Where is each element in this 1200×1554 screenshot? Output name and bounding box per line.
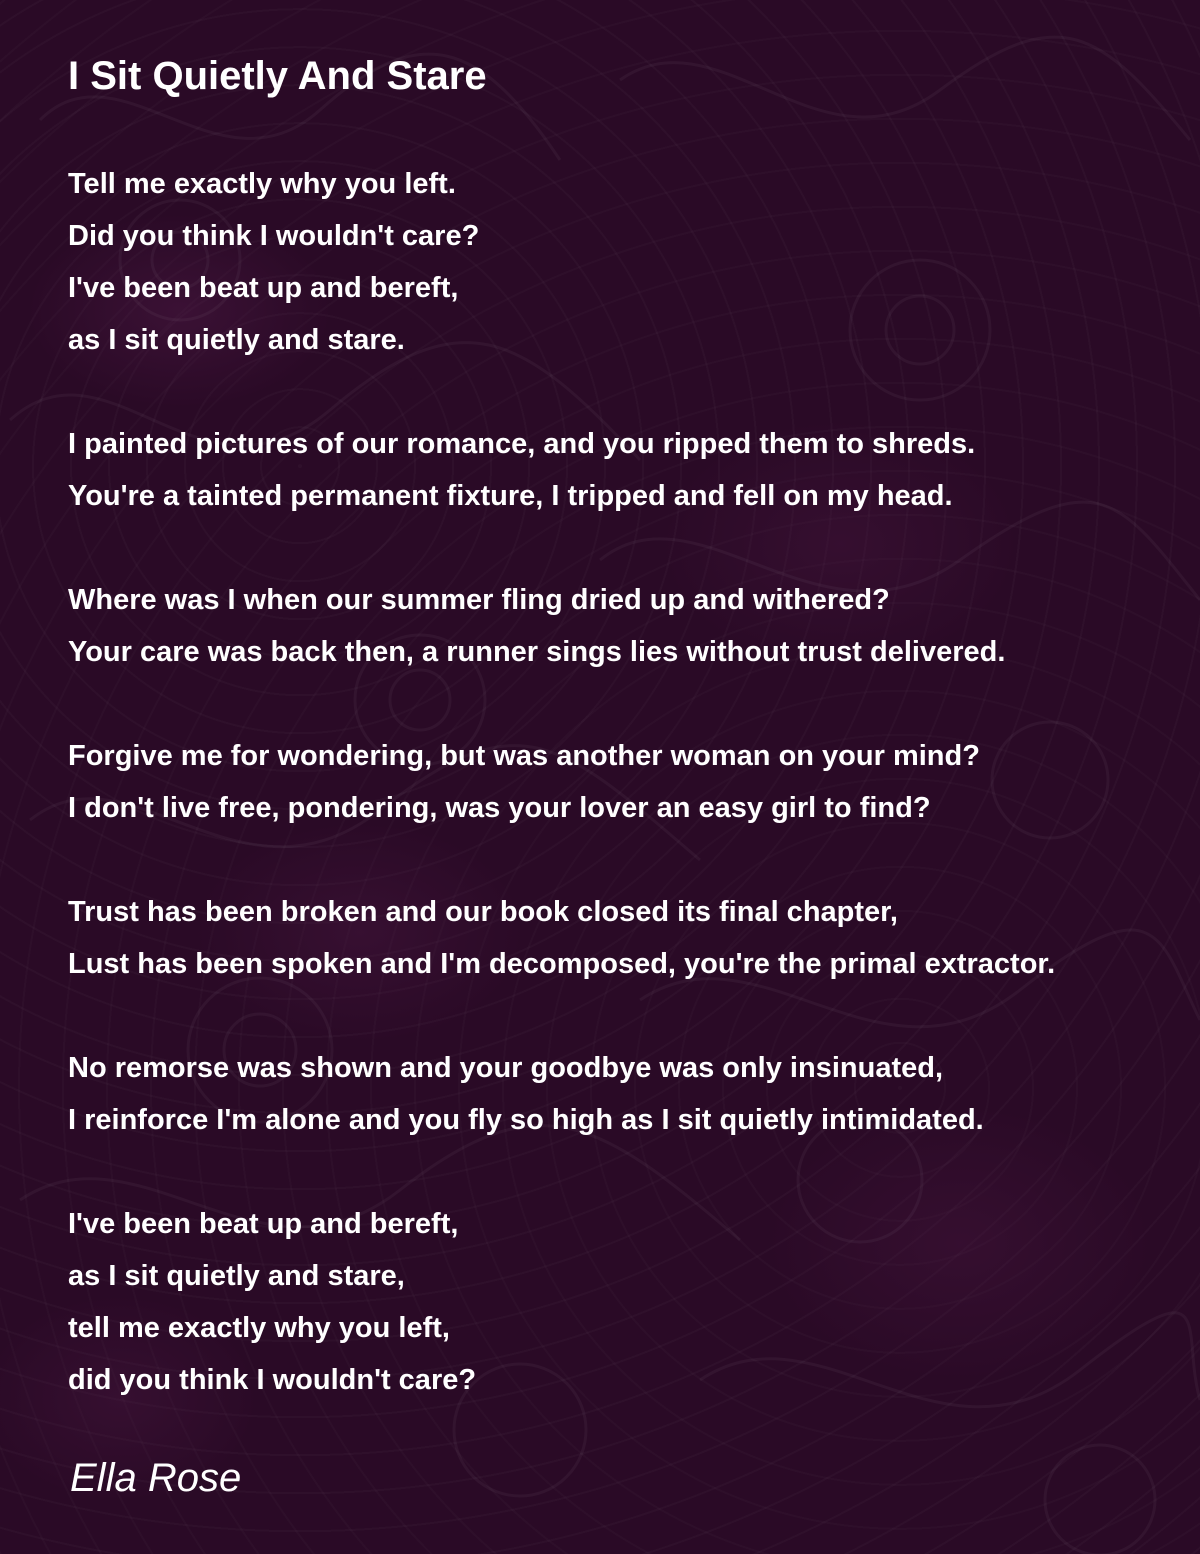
poem-line: I've been beat up and bereft, (68, 1208, 459, 1240)
poem-line: You're a tainted permanent fixture, I tripped and fell on my head. (68, 480, 953, 512)
stanza-7 (68, 1198, 1188, 1406)
poem-line: I've been beat up and bereft, (68, 272, 459, 304)
poem-line: Did you think I wouldn't care? (68, 220, 480, 252)
poem-line: as I sit quietly and stare, (68, 1260, 405, 1292)
poem-line: Tell me exactly why you left. (68, 168, 456, 200)
stanza-3 (68, 574, 1188, 678)
poem-line: Lust has been spoken and I'm decomposed, you're the primal extractor. (68, 948, 1056, 980)
stanza-4 (68, 730, 1188, 834)
poem-line: I don't live free, pondering, was your lover an easy girl to find? (68, 792, 931, 824)
poem-line: I painted pictures of our romance, and you ripped them to shreds. (68, 428, 976, 460)
poem-author: Ella Rose (70, 1456, 242, 1500)
poem-line: Your care was back then, a runner sings lies without trust delivered. (68, 636, 1006, 668)
poem-line: Where was I when our summer fling dried up and withered? (68, 584, 890, 616)
poem-title: I Sit Quietly And Stare (68, 54, 487, 98)
stanza-2 (68, 418, 1188, 522)
poem-line: I reinforce I'm alone and you fly so high as I sit quietly intimidated. (68, 1104, 984, 1136)
stanza-1 (68, 158, 1188, 366)
poem-line: No remorse was shown and your goodbye was only insinuated, (68, 1052, 943, 1084)
poem-line: tell me exactly why you left, (68, 1312, 450, 1344)
poem-line: Forgive me for wondering, but was another woman on your mind? (68, 740, 980, 772)
stanza-6 (68, 1042, 1188, 1146)
stanza-5 (68, 886, 1188, 990)
poem-line: did you think I wouldn't care? (68, 1364, 477, 1396)
poem-line: Trust has been broken and our book closed its final chapter, (68, 896, 898, 928)
poem-container (68, 52, 1188, 1458)
poem-line: as I sit quietly and stare. (68, 324, 405, 356)
